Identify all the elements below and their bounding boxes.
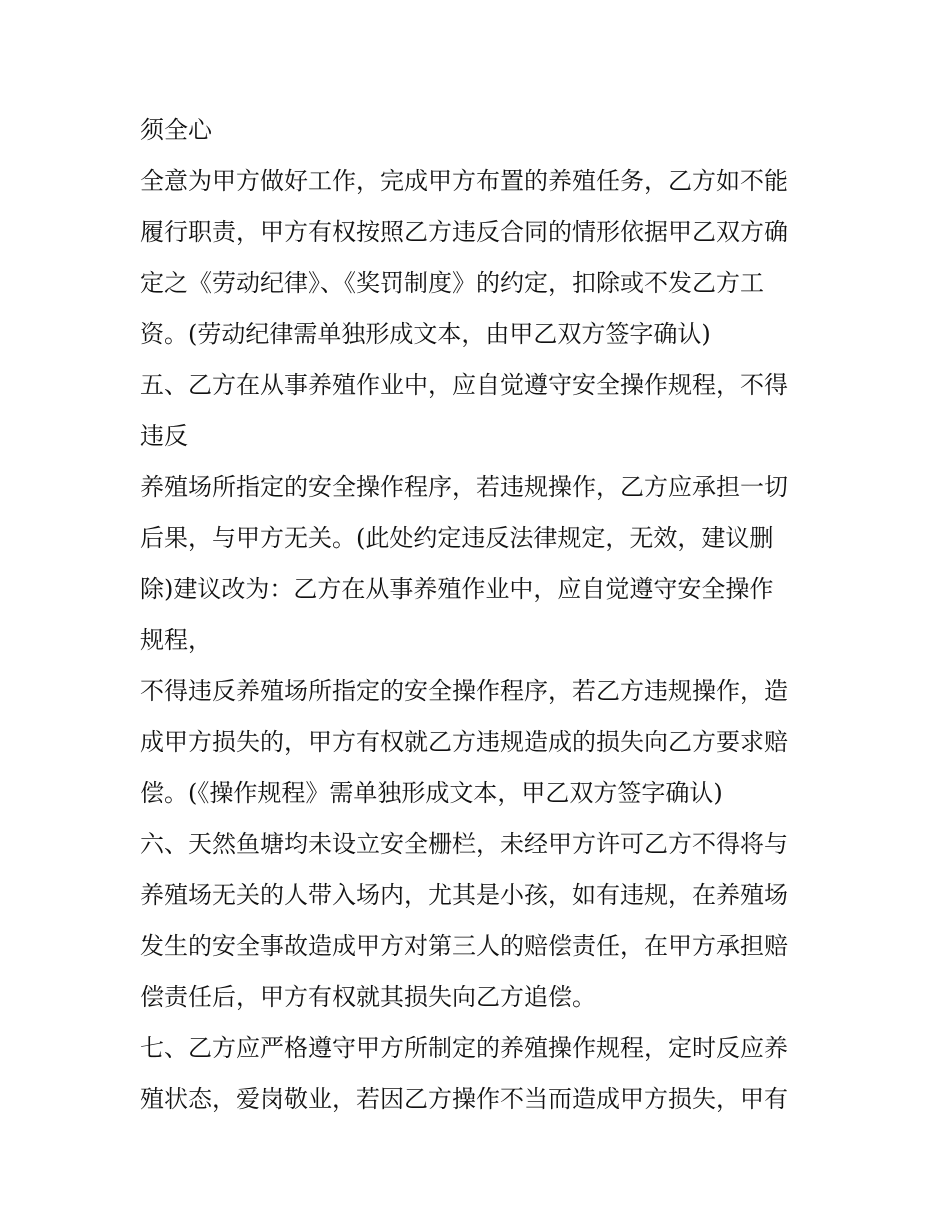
text-line: 六、天然鱼塘均未设立安全栅栏，未经甲方许可乙方不得将与 — [140, 830, 788, 858]
text-line: 成甲方损失的，甲方有权就乙方违规造成的损失向乙方要求赔 — [140, 728, 788, 756]
text-line: 除)建议改为：乙方在从事养殖作业中，应自觉遵守安全操作 — [140, 575, 774, 603]
text-line: 不得违反养殖场所指定的安全操作程序，若乙方违规操作，造 — [140, 677, 788, 705]
text-line: 发生的安全事故造成甲方对第三人的赔偿责任，在甲方承担赔 — [140, 932, 788, 960]
text-line: 违反 — [140, 422, 188, 450]
text-line: 须全心 — [140, 116, 212, 144]
text-line: 养殖场所指定的安全操作程序，若违规操作，乙方应承担一切 — [140, 473, 788, 501]
text-line: 后果，与甲方无关。(此处约定违反法律规定，无效，建议删 — [140, 524, 774, 552]
text-line: 规程， — [140, 626, 212, 654]
text-line: 全意为甲方做好工作，完成甲方布置的养殖任务，乙方如不能 — [140, 167, 788, 195]
text-line: 定之《劳动纪律》、《奖罚制度》的约定，扣除或不发乙方工 — [140, 269, 764, 297]
contract-text — [140, 105, 820, 1125]
text-line: 偿。(《操作规程》需单独形成文本，甲乙双方签字确认) — [140, 779, 723, 807]
text-line: 偿责任后，甲方有权就其损失向乙方追偿。 — [140, 983, 596, 1011]
text-line: 五、乙方在从事养殖作业中，应自觉遵守安全操作规程，不得 — [140, 371, 788, 399]
text-line: 履行职责，甲方有权按照乙方违反合同的情形依据甲乙双方确 — [140, 218, 788, 246]
text-line: 资。(劳动纪律需单独形成文本，由甲乙双方签字确认) — [140, 320, 711, 348]
text-line: 养殖场无关的人带入场内，尤其是小孩，如有违规，在养殖场 — [140, 881, 788, 909]
text-line: 殖状态，爱岗敬业，若因乙方操作不当而造成甲方损失，甲有 — [140, 1085, 788, 1113]
text-line: 七、乙方应严格遵守甲方所制定的养殖操作规程，定时反应养 — [140, 1034, 788, 1062]
